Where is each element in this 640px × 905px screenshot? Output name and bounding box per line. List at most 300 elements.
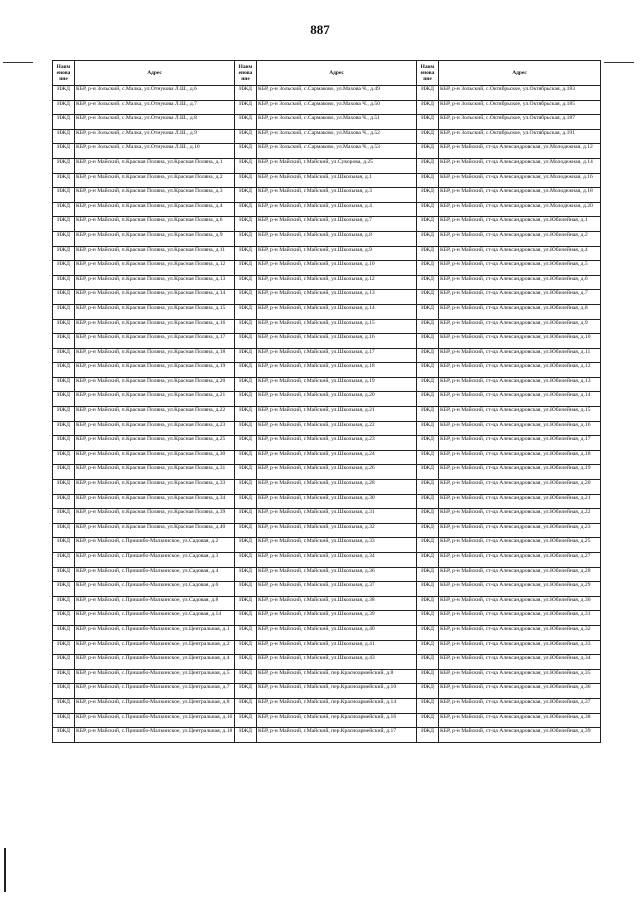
cell-address: КБР, р-н Майский, п.Красная Поляна, ул.Красная Поляна, д.13 [75,275,235,290]
cell-kind: ИЖД [417,684,439,699]
cell-address: КБР, р-н Майский, г.Майский, ул.Школьная, д.7 [257,217,417,232]
table-row [53,684,601,699]
cell-kind: ИЖД [235,436,257,451]
table-row [53,669,601,684]
cell-address: КБР, р-н Майский, ст-ца Александровская, ул.Юбилейная, д.10 [439,334,601,349]
cell-address: КБР, р-н Майский, ст-ца Александровская, ул.Юбилейная, д.39 [439,728,601,743]
cell-address: КБР, р-н Майский, ст-ца Александровская, ул.Юбилейная, д.1 [439,217,601,232]
cell-address: КБР, р-н Майский, ст-ца Александровская, ул.Юбилейная, д.21 [439,494,601,509]
cell-address: КБР, р-н Майский, п.Красная Поляна, ул.Красная Поляна, д.34 [75,494,235,509]
cell-kind: ИЖД [417,728,439,743]
cell-kind: ИЖД [53,173,75,188]
cell-kind: ИЖД [417,611,439,626]
cell-address: КБР, р-н Майский, ст-ца Александровская, ул.Юбилейная, д.28 [439,567,601,582]
cell-kind: ИЖД [53,115,75,130]
cell-address: КБР, р-н Майский, г.Майский, ул.Школьная, д.18 [257,363,417,378]
cell-address: КБР, р-н Майский, п.Красная Поляна, ул.Красная Поляна, д.39 [75,509,235,524]
table-row [53,567,601,582]
cell-address: КБР, р-н Майский, ст-ца Александровская, ул.Юбилейная, д.34 [439,655,601,670]
cell-address: КБР, р-н Майский, ст-ца Александровская, ул.Юбилейная, д.17 [439,436,601,451]
cell-kind: ИЖД [53,319,75,334]
cell-kind: ИЖД [53,304,75,319]
cell-kind: ИЖД [235,684,257,699]
cell-kind: ИЖД [417,363,439,378]
cell-kind: ИЖД [53,246,75,261]
cell-address: КБР, р-н Майский, п.Красная Поляна, ул.Красная Поляна, д.21 [75,392,235,407]
cell-address: КБР, р-н Майский, г.Майский, ул.Школьная, д.28 [257,480,417,495]
cell-address: КБР, р-н Майский, г.Майский, ул.Школьная, д.32 [257,523,417,538]
cell-kind: ИЖД [53,129,75,144]
scan-bar-left [4,848,6,892]
cell-kind: ИЖД [235,261,257,276]
cell-kind: ИЖД [417,304,439,319]
cell-kind: ИЖД [53,392,75,407]
cell-kind: ИЖД [53,231,75,246]
cell-address: КБР, р-н Майский, г.Майский, пер.Красноармейский, д.10 [257,684,417,699]
cell-kind: ИЖД [417,261,439,276]
table-row [53,348,601,363]
cell-address: КБР, р-н Майский, г.Майский, ул.Школьная, д.30 [257,494,417,509]
cell-address: КБР, р-н Майский, ст-ца Александровская, ул.Юбилейная, д.8 [439,304,601,319]
table-row [53,728,601,743]
cell-kind: ИЖД [417,436,439,451]
cell-address: КБР, р-н Майский, ст-ца Александровская, ул.Молодежная, д.18 [439,188,601,203]
cell-address: КБР, р-н Майский, ст-ца Александровская, ул.Юбилейная, д.4 [439,246,601,261]
cell-address: КБР, р-н Майский, г.Майский, ул.Школьная, д.12 [257,275,417,290]
cell-kind: ИЖД [235,202,257,217]
cell-kind: ИЖД [235,596,257,611]
cell-address: КБР, р-н Майский, с.Пришибо-Малкинское, ул.Центральная, д.18 [75,728,235,743]
cell-kind: ИЖД [235,421,257,436]
cell-address: КБР, р-н Майский, с.Пришибо-Малкинское, ул.Садовая, д.14 [75,611,235,626]
table-row [53,377,601,392]
cell-kind: ИЖД [53,494,75,509]
cell-address: КБР, р-н Майский, г.Майский, ул.Школьная, д.13 [257,290,417,305]
cell-kind: ИЖД [53,684,75,699]
cell-address: КБР, р-н Майский, ст-ца Александровская, ул.Молодежная, д.12 [439,144,601,159]
cell-address: КБР, р-н Майский, ст-ца Александровская, ул.Юбилейная, д.18 [439,450,601,465]
column-header-address: Адрес [257,61,417,86]
cell-kind: ИЖД [235,625,257,640]
cell-address: КБР, р-н Майский, г.Майский, ул.Школьная, д.19 [257,377,417,392]
cell-kind: ИЖД [235,407,257,422]
cell-kind: ИЖД [417,290,439,305]
table-row [53,304,601,319]
cell-kind: ИЖД [417,334,439,349]
cell-kind: ИЖД [53,188,75,203]
cell-kind: ИЖД [53,640,75,655]
cell-kind: ИЖД [235,275,257,290]
cell-address: КБР, р-н Майский, ст-ца Александровская, ул.Юбилейная, д.2 [439,231,601,246]
cell-address: КБР, р-н Майский, с.Пришибо-Малкинское, ул.Центральная, д.1 [75,625,235,640]
cell-address: КБР, р-н Майский, с.Пришибо-Малкинское, ул.Садовая, д.3 [75,553,235,568]
table-row [53,334,601,349]
cell-address: КБР, р-н Майский, г.Майский, ул.Школьная, д.21 [257,407,417,422]
cell-address: КБР, р-н Майский, ст-ца Александровская, ул.Юбилейная, д.9 [439,319,601,334]
cell-kind: ИЖД [53,407,75,422]
cell-kind: ИЖД [53,290,75,305]
cell-address: КБР, р-н Майский, ст-ца Александровская, ул.Юбилейная, д.25 [439,538,601,553]
cell-address: КБР, р-н Майский, п.Красная Поляна, ул.Красная Поляна, д.18 [75,348,235,363]
cell-address: КБР, р-н Майский, г.Майский, ул.Школьная, д.37 [257,582,417,597]
cell-kind: ИЖД [235,509,257,524]
cell-kind: ИЖД [417,625,439,640]
cell-kind: ИЖД [53,611,75,626]
cell-address: КБР, р-н Майский, п.Красная Поляна, ул.Красная Поляна, д.14 [75,290,235,305]
cell-address: КБР, р-н Майский, п.Красная Поляна, ул.Красная Поляна, д.11 [75,246,235,261]
cell-kind: ИЖД [235,465,257,480]
cell-kind: ИЖД [235,392,257,407]
cell-kind: ИЖД [235,334,257,349]
cell-address: КБР, р-н Майский, п.Красная Поляна, ул.Красная Поляна, д.25 [75,436,235,451]
table-body [53,86,601,743]
table-row [53,217,601,232]
table-row [53,261,601,276]
cell-address: КБР, р-н Зольский, с.Октябрьское, ул.Октябрьская, д.191 [439,129,601,144]
cell-address: КБР, р-н Майский, ст-ца Александровская, ул.Молодежная, д.16 [439,173,601,188]
table-row [53,509,601,524]
cell-kind: ИЖД [53,567,75,582]
cell-kind: ИЖД [235,450,257,465]
cell-address: КБР, р-н Майский, г.Майский, ул.Школьная, д.40 [257,625,417,640]
cell-address: КБР, р-н Майский, г.Майский, ул.Школьная, д.39 [257,611,417,626]
cell-address: КБР, р-н Майский, г.Майский, ул.Школьная, д.22 [257,421,417,436]
table-row [53,655,601,670]
cell-kind: ИЖД [53,538,75,553]
table-row [53,625,601,640]
cell-address: КБР, р-н Зольский, с.Сармаково, ул.Махова Ч., д.49 [257,86,417,101]
cell-address: КБР, р-н Майский, с.Пришибо-Малкинское, ул.Садовая, д.4 [75,567,235,582]
cell-address: КБР, р-н Зольский, с.Октябрьское, ул.Октябрьская, д.187 [439,115,601,130]
cell-kind: ИЖД [235,480,257,495]
cell-kind: ИЖД [417,421,439,436]
cell-kind: ИЖД [235,319,257,334]
cell-kind: ИЖД [235,246,257,261]
table-row [53,494,601,509]
cell-kind: ИЖД [235,728,257,743]
cell-address: КБР, р-н Майский, п.Красная Поляна, ул.Красная Поляна, д.12 [75,261,235,276]
cell-address: КБР, р-н Майский, г.Майский, ул.Школьная, д.17 [257,348,417,363]
cell-kind: ИЖД [417,494,439,509]
address-table [52,60,601,743]
table-row [53,713,601,728]
cell-address: КБР, р-н Майский, г.Майский, ул.Школьная, д.31 [257,509,417,524]
cell-address: КБР, р-н Зольский, с.Сармаково, ул.Махова Ч., д.52 [257,129,417,144]
cell-address: КБР, р-н Майский, с.Пришибо-Малкинское, ул.Садовая, д.8 [75,596,235,611]
cell-address: КБР, р-н Майский, с.Пришибо-Малкинское, ул.Центральная, д.7 [75,684,235,699]
cell-kind: ИЖД [53,713,75,728]
cell-address: КБР, р-н Майский, ст-ца Александровская, ул.Юбилейная, д.12 [439,363,601,378]
table-row [53,86,601,101]
cell-kind: ИЖД [417,450,439,465]
cell-address: КБР, р-н Майский, п.Красная Поляна, ул.Красная Поляна, д.17 [75,334,235,349]
table-row [53,158,601,173]
cell-kind: ИЖД [417,538,439,553]
table-row [53,202,601,217]
cell-address: КБР, р-н Зольский, с.Сармаково, ул.Махова Ч., д.53 [257,144,417,159]
cell-kind: ИЖД [417,669,439,684]
scan-mark-right [604,62,634,63]
cell-address: КБР, р-н Майский, г.Майский, ул.Школьная, д.8 [257,231,417,246]
cell-kind: ИЖД [417,231,439,246]
cell-address: КБР, р-н Майский, г.Майский, ул.Школьная, д.9 [257,246,417,261]
cell-address: КБР, р-н Майский, г.Майский, ул.Школьная, д.34 [257,553,417,568]
cell-kind: ИЖД [235,217,257,232]
cell-address: КБР, р-н Майский, г.Майский, ул.Школьная, д.38 [257,596,417,611]
cell-address: КБР, р-н Майский, ст-ца Александровская, ул.Юбилейная, д.20 [439,480,601,495]
address-table-container [52,60,600,743]
cell-kind: ИЖД [417,377,439,392]
cell-kind: ИЖД [417,582,439,597]
cell-address: КБР, р-н Майский, ст-ца Александровская, ул.Юбилейная, д.36 [439,684,601,699]
cell-address: КБР, р-н Майский, п.Красная Поляна, ул.Красная Поляна, д.40 [75,523,235,538]
cell-kind: ИЖД [235,363,257,378]
table-row [53,173,601,188]
cell-kind: ИЖД [235,538,257,553]
table-row [53,188,601,203]
cell-kind: ИЖД [417,348,439,363]
cell-address: КБР, р-н Майский, ст-ца Александровская, ул.Юбилейная, д.29 [439,582,601,597]
cell-kind: ИЖД [235,553,257,568]
cell-address: КБР, р-н Майский, с.Пришибо-Малкинское, ул.Центральная, д.16 [75,713,235,728]
cell-address: КБР, р-н Майский, г.Майский, ул.Школьная, д.26 [257,465,417,480]
cell-address: КБР, р-н Майский, ст-ца Александровская, ул.Юбилейная, д.11 [439,348,601,363]
cell-address: КБР, р-н Зольский, с.Малка, ул.Отнукова Л.Ш., д.6 [75,86,235,101]
cell-kind: ИЖД [53,158,75,173]
cell-address: КБР, р-н Майский, ст-ца Александровская, ул.Молодежная, д.20 [439,202,601,217]
cell-address: КБР, р-н Майский, п.Красная Поляна, ул.Красная Поляна, д.23 [75,421,235,436]
cell-kind: ИЖД [53,655,75,670]
cell-address: КБР, р-н Майский, г.Майский, ул.Школьная, д.24 [257,450,417,465]
cell-address: КБР, р-н Майский, с.Пришибо-Малкинское, ул.Центральная, д.4 [75,655,235,670]
cell-kind: ИЖД [417,713,439,728]
cell-kind: ИЖД [235,655,257,670]
cell-kind: ИЖД [53,348,75,363]
table-row [53,465,601,480]
cell-kind: ИЖД [417,158,439,173]
cell-address: КБР, р-н Майский, п.Красная Поляна, ул.Красная Поляна, д.2 [75,173,235,188]
cell-kind: ИЖД [417,509,439,524]
cell-kind: ИЖД [53,377,75,392]
cell-address: КБР, р-н Майский, ст-ца Александровская, ул.Юбилейная, д.16 [439,421,601,436]
cell-address: КБР, р-н Майский, г.Майский, пер.Красноармейский, д.17 [257,728,417,743]
cell-kind: ИЖД [417,523,439,538]
scan-mark-left [3,62,33,63]
cell-kind: ИЖД [53,728,75,743]
cell-address: КБР, р-н Майский, п.Красная Поляна, ул.Красная Поляна, д.3 [75,188,235,203]
cell-address: КБР, р-н Майский, с.Пришибо-Малкинское, ул.Центральная, д.2 [75,640,235,655]
cell-kind: ИЖД [53,465,75,480]
cell-kind: ИЖД [235,188,257,203]
table-row [53,144,601,159]
table-row [53,436,601,451]
cell-kind: ИЖД [235,144,257,159]
cell-kind: ИЖД [53,436,75,451]
cell-address: КБР, р-н Майский, ст-ца Александровская, ул.Юбилейная, д.15 [439,407,601,422]
cell-kind: ИЖД [53,450,75,465]
table-row [53,582,601,597]
cell-kind: ИЖД [235,377,257,392]
cell-kind: ИЖД [417,480,439,495]
cell-kind: ИЖД [417,173,439,188]
table-row [53,319,601,334]
cell-address: КБР, р-н Майский, ст-ца Александровская, ул.Юбилейная, д.22 [439,509,601,524]
cell-address: КБР, р-н Зольский, с.Сармаково, ул.Махова Ч., д.50 [257,100,417,115]
cell-kind: ИЖД [235,698,257,713]
cell-kind: ИЖД [417,86,439,101]
table-row [53,421,601,436]
cell-address: КБР, р-н Майский, ст-ца Александровская, ул.Юбилейная, д.35 [439,669,601,684]
cell-kind: ИЖД [235,494,257,509]
cell-kind: ИЖД [53,217,75,232]
cell-kind: ИЖД [417,698,439,713]
cell-kind: ИЖД [417,217,439,232]
cell-kind: ИЖД [53,275,75,290]
table-row [53,407,601,422]
cell-kind: ИЖД [235,640,257,655]
cell-address: КБР, р-н Майский, с.Пришибо-Малкинское, ул.Садовая, д.6 [75,582,235,597]
table-row [53,275,601,290]
cell-address: КБР, р-н Майский, ст-ца Александровская, ул.Юбилейная, д.30 [439,596,601,611]
cell-kind: ИЖД [417,596,439,611]
page-number: 887 [310,22,330,37]
cell-address: КБР, р-н Зольский, с.Малка, ул.Отнукова Л.Ш., д.8 [75,115,235,130]
cell-kind: ИЖД [235,348,257,363]
cell-address: КБР, р-н Майский, г.Майский, ул.Школьная, д.41 [257,640,417,655]
cell-kind: ИЖД [235,290,257,305]
cell-address: КБР, р-н Майский, ст-ца Александровская, ул.Юбилейная, д.37 [439,698,601,713]
cell-address: КБР, р-н Майский, ст-ца Александровская, ул.Юбилейная, д.5 [439,261,601,276]
cell-address: КБР, р-н Зольский, с.Октябрьское, ул.Октябрьская, д.185 [439,100,601,115]
cell-kind: ИЖД [417,100,439,115]
cell-address: КБР, р-н Зольский, с.Сармаково, ул.Махова Ч., д.51 [257,115,417,130]
cell-address: КБР, р-н Майский, г.Майский, пер.Красноармейский, д.8 [257,669,417,684]
table-row [53,129,601,144]
cell-kind: ИЖД [417,246,439,261]
cell-kind: ИЖД [53,100,75,115]
table-row [53,596,601,611]
table-row [53,450,601,465]
cell-address: КБР, р-н Майский, п.Красная Поляна, ул.Красная Поляна, д.30 [75,450,235,465]
column-header-address: Адрес [75,61,235,86]
cell-kind: ИЖД [417,129,439,144]
cell-address: КБР, р-н Майский, ст-ца Александровская, ул.Юбилейная, д.27 [439,553,601,568]
cell-kind: ИЖД [417,655,439,670]
cell-kind: ИЖД [235,129,257,144]
cell-address: КБР, р-н Майский, ст-ца Александровская, ул.Юбилейная, д.23 [439,523,601,538]
cell-address: КБР, р-н Майский, г.Майский, ул.Школьная, д.15 [257,319,417,334]
cell-address: КБР, р-н Майский, п.Красная Поляна, ул.Красная Поляна, д.19 [75,363,235,378]
cell-address: КБР, р-н Майский, ст-ца Александровская, ул.Юбилейная, д.13 [439,377,601,392]
column-header-address: Адрес [439,61,601,86]
cell-kind: ИЖД [235,669,257,684]
column-header-kind: Наим енова ние [417,61,439,86]
cell-address: КБР, р-н Зольский, с.Малка, ул.Отнукова Л.Ш., д.9 [75,129,235,144]
cell-address: КБР, р-н Майский, г.Майский, пер.Красноармейский, д.16 [257,713,417,728]
cell-address: КБР, р-н Майский, г.Майский, ул.Суворова, д.25 [257,158,417,173]
cell-address: КБР, р-н Майский, г.Майский, ул.Школьная, д.4 [257,202,417,217]
cell-kind: ИЖД [53,334,75,349]
cell-address: КБР, р-н Майский, ст-ца Александровская, ул.Юбилейная, д.7 [439,290,601,305]
cell-kind: ИЖД [53,625,75,640]
cell-kind: ИЖД [235,158,257,173]
cell-address: КБР, р-н Зольский, с.Малка, ул.Отнукова Л.Ш., д.10 [75,144,235,159]
cell-kind: ИЖД [417,407,439,422]
cell-address: КБР, р-н Майский, п.Красная Поляна, ул.Красная Поляна, д.20 [75,377,235,392]
cell-address: КБР, р-н Майский, ст-ца Александровская, ул.Юбилейная, д.32 [439,625,601,640]
cell-kind: ИЖД [417,115,439,130]
cell-address: КБР, р-н Майский, ст-ца Александровская, ул.Юбилейная, д.14 [439,392,601,407]
cell-address: КБР, р-н Майский, п.Красная Поляна, ул.Красная Поляна, д.1 [75,158,235,173]
cell-address: КБР, р-н Майский, п.Красная Поляна, ул.Красная Поляна, д.15 [75,304,235,319]
cell-address: КБР, р-н Майский, г.Майский, ул.Школьная, д.33 [257,538,417,553]
cell-kind: ИЖД [53,86,75,101]
cell-kind: ИЖД [235,582,257,597]
cell-address: КБР, р-н Майский, ст-ца Александровская, ул.Юбилейная, д.31 [439,611,601,626]
cell-address: КБР, р-н Майский, г.Майский, ул.Школьная, д.3 [257,188,417,203]
cell-address: КБР, р-н Майский, г.Майский, пер.Красноармейский, д.14 [257,698,417,713]
cell-kind: ИЖД [235,115,257,130]
cell-address: КБР, р-н Майский, г.Майский, ул.Школьная, д.23 [257,436,417,451]
cell-address: КБР, р-н Майский, п.Красная Поляна, ул.Красная Поляна, д.33 [75,480,235,495]
column-header-kind: Наим енова ние [235,61,257,86]
cell-address: КБР, р-н Майский, с.Пришибо-Малкинское, ул.Центральная, д.8 [75,698,235,713]
cell-kind: ИЖД [53,596,75,611]
cell-address: КБР, р-н Майский, г.Майский, ул.Школьная, д.16 [257,334,417,349]
cell-address: КБР, р-н Майский, п.Красная Поляна, ул.Красная Поляна, д.16 [75,319,235,334]
cell-kind: ИЖД [417,640,439,655]
table-row [53,392,601,407]
cell-address: КБР, р-н Майский, г.Майский, ул.Школьная, д.1 [257,173,417,188]
cell-kind: ИЖД [53,144,75,159]
cell-address: КБР, р-н Майский, г.Майский, ул.Школьная, д.10 [257,261,417,276]
cell-kind: ИЖД [235,611,257,626]
cell-address: КБР, р-н Майский, г.Майский, ул.Школьная, д.43 [257,655,417,670]
cell-kind: ИЖД [417,553,439,568]
cell-kind: ИЖД [417,144,439,159]
table-row [53,480,601,495]
cell-address: КБР, р-н Майский, ст-ца Александровская, ул.Молодежная, д.14 [439,158,601,173]
column-header-kind: Наим енова ние [53,61,75,86]
cell-kind: ИЖД [53,523,75,538]
table-row [53,231,601,246]
cell-kind: ИЖД [417,567,439,582]
cell-address: КБР, р-н Майский, п.Красная Поляна, ул.Красная Поляна, д.22 [75,407,235,422]
cell-kind: ИЖД [417,275,439,290]
cell-address: КБР, р-н Майский, с.Пришибо-Малкинское, ул.Садовая, д.2 [75,538,235,553]
cell-address: КБР, р-н Майский, ст-ца Александровская, ул.Юбилейная, д.19 [439,465,601,480]
cell-kind: ИЖД [235,304,257,319]
cell-kind: ИЖД [235,713,257,728]
cell-address: КБР, р-н Майский, г.Майский, ул.Школьная, д.36 [257,567,417,582]
table-row [53,523,601,538]
cell-kind: ИЖД [235,86,257,101]
cell-kind: ИЖД [235,567,257,582]
table-row [53,290,601,305]
table-row [53,363,601,378]
cell-address: КБР, р-н Майский, г.Майский, ул.Школьная, д.14 [257,304,417,319]
cell-kind: ИЖД [53,363,75,378]
cell-kind: ИЖД [235,523,257,538]
cell-address: КБР, р-н Зольский, с.Малка, ул.Отнукова Л.Ш., д.7 [75,100,235,115]
table-row [53,553,601,568]
table-header-row [53,61,601,86]
cell-address: КБР, р-н Майский, п.Красная Поляна, ул.Красная Поляна, д.31 [75,465,235,480]
cell-kind: ИЖД [235,100,257,115]
cell-kind: ИЖД [235,173,257,188]
cell-address: КБР, р-н Майский, п.Красная Поляна, ул.Красная Поляна, д.9 [75,231,235,246]
table-row [53,100,601,115]
